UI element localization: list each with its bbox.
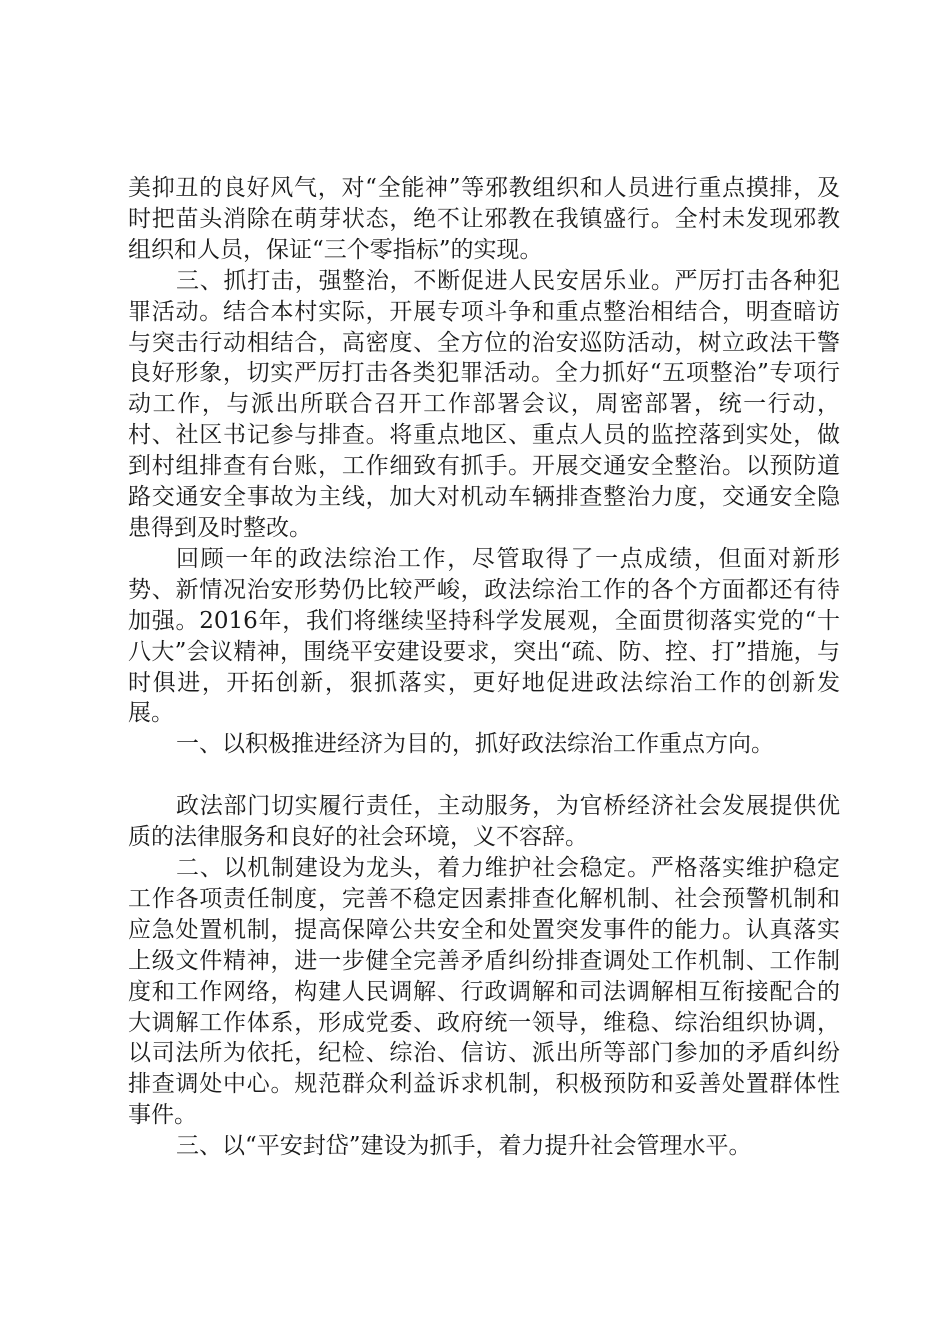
paragraph-annual-review: 回顾一年的政法综治工作，尽管取得了一点成绩，但面对新形势、新情况治安形势仍比较严峻，政法综治工作的各个方面都还有待加强。2016年，我们将继续坚持科学发展观，全面贯彻落实党的“十八大”会议精神，围绕平安建设要求，突出“疏、防、控、打”措施，与时俱进，开拓创新，狠抓落实，更好地促进政法综治工作的创新发展。 [128,545,840,727]
paragraph-point-two-mechanism: 二、以机制建设为龙头，着力维护社会稳定。严格落实维护稳定工作各项责任制度，完善不稳定因素排查化解机制、社会预警机制和应急处置机制，提高保障公共安全和处置突发事件的能力。认真落实上级文件精神，进一步健全完善矛盾纠纷排查调处工作机制、工作制度和工作网络，构建人民调解、行政调解和司法调解相互衔接配合的大调解工作体系，形成党委、政府统一领导，维稳、综治组织协调，以司法所为依托，纪检、综治、信访、派出所等部门参加的矛盾纠纷排查调处中心。规范群众利益诉求机制，积极预防和妥善处置群体性事件。 [128,855,840,1129]
paragraph-section-three-crackdown: 三、抓打击，强整治，不断促进人民安居乐业。严厉打击各种犯罪活动。结合本村实际，开展专项斗争和重点整治相结合，明查暗访与突击行动相结合，高密度、全方位的治安巡防活动，树立政法干警良好形象，切实严厉打击各类犯罪活动。全力抓好“五项整治”专项行动工作，与派出所联合召开工作部署会议，周密部署，统一行动，村、社区书记参与排查。将重点地区、重点人员的监控落到实处，做到村组排查有台账，工作细致有抓手。开展交通安全整治。以预防道路交通安全事故为主线，加大对机动车辆排查整治力度，交通安全隐患得到及时整改。 [128,267,840,541]
heading-point-one: 一、以积极推进经济为目的，抓好政法综治工作重点方向。 [176,731,774,758]
paragraph-continuation: 美抑丑的良好风气，对“全能神”等邪教组织和人员进行重点摸排，及时把苗头消除在萌芽状态，绝不让邪教在我镇盛行。全村未发现邪教组织和人员，保证“三个零指标”的实现。 [128,175,840,263]
paragraph-legal-services: 政法部门切实履行责任，主动服务，为官桥经济社会发展提供优质的法律服务和良好的社会环境，义不容辞。 [128,793,840,851]
document-body [128,173,840,1162]
blank-line [128,760,840,791]
heading-point-three: 三、以“平安封岱”建设为抓手，着力提升社会管理水平。 [176,1133,752,1160]
